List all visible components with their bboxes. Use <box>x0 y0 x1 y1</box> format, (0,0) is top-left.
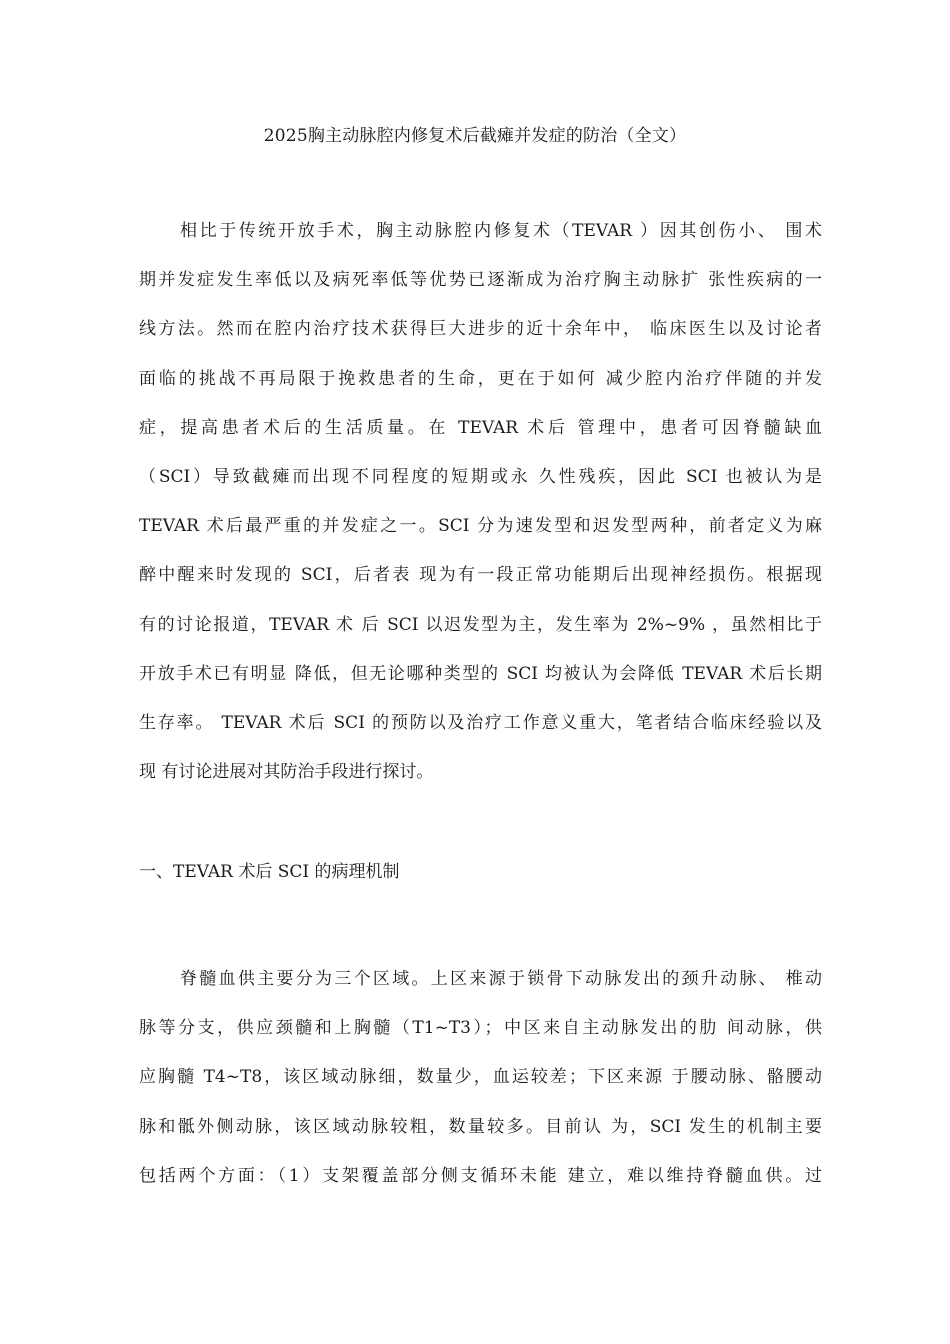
paragraph-line: 应胸髓 T4~T8，该区域动脉细，数量少，血运较差；下区来源 于腰动脉、骼腰动 <box>139 1067 822 1088</box>
paragraph-line: 面临的挑战不再局限于挽救患者的生命，更在于如何 减少腔内治疗伴随的并发 <box>139 368 822 389</box>
paragraph-line: 现 有讨论进展对其防治手段进行探讨。 <box>139 762 434 783</box>
paragraph-line: 脉和骶外侧动脉，该区域动脉较粗，数量较多。目前认 为，SCI 发生的机制主要 <box>139 1116 822 1137</box>
paragraph-line: 有的讨论报道，TEVAR 术 后 SCI 以迟发型为主，发生率为 2%~9% ，虽然相比于 <box>139 614 822 635</box>
paragraph-line: TEVAR 术后最严重的并发症之一。SCI 分为速发型和迟发型两种，前者定义为麻 <box>139 516 822 537</box>
paragraph-line: 线方法。然而在腔内治疗技术获得巨大进步的近十余年中， 临床医生以及讨论者 <box>139 319 822 340</box>
paragraph-intro <box>139 207 822 797</box>
paragraph-line: 醉中醒来时发现的 SCI，后者表 现为有一段正常功能期后出现神经损伤。根据现 <box>139 565 822 586</box>
paragraph-line: 开放手术已有明显 降低，但无论哪种类型的 SCI 均被认为会降低 TEVAR 术后长期 <box>139 663 822 684</box>
paragraph-line: （SCI）导致截瘫而出现不同程度的短期或永 久性残疾，因此 SCI 也被认为是 <box>139 466 822 487</box>
paragraph-line: 脊髓血供主要分为三个区域。上区来源于锁骨下动脉发出的颈升动脉、 椎动 <box>180 969 822 989</box>
paragraph-line: 生存率。 TEVAR 术后 SCI 的预防以及治疗工作意义重大，笔者结合临床经验以及 <box>139 712 822 733</box>
paragraph-line: 脉等分支，供应颈髓和上胸髓（T1~T3）；中区来自主动脉发出的肋 间动脉，供 <box>139 1018 822 1039</box>
paragraph-blood-supply <box>139 955 822 1201</box>
paragraph-line: 症，提高患者术后的生活质量。在 TEVAR 术后 管理中，患者可因脊髓缺血 <box>139 417 822 438</box>
paragraph-line: 相比于传统开放手术，胸主动脉腔内修复术（TEVAR ）因其创伤小、 围术 <box>180 221 822 241</box>
section-heading: 一、TEVAR 术后 SCI 的病理机制 <box>139 862 400 882</box>
paragraph-line: 包括两个方面：（1）支架覆盖部分侧支循环未能 建立，难以维持脊髓血供。过 <box>139 1165 822 1186</box>
document-title: 2025胸主动脉腔内修复术后截瘫并发症的防治（全文） <box>263 126 687 146</box>
paragraph-line: 期并发症发生率低以及病死率低等优势已逐渐成为治疗胸主动脉扩 张性疾病的一 <box>139 270 822 291</box>
